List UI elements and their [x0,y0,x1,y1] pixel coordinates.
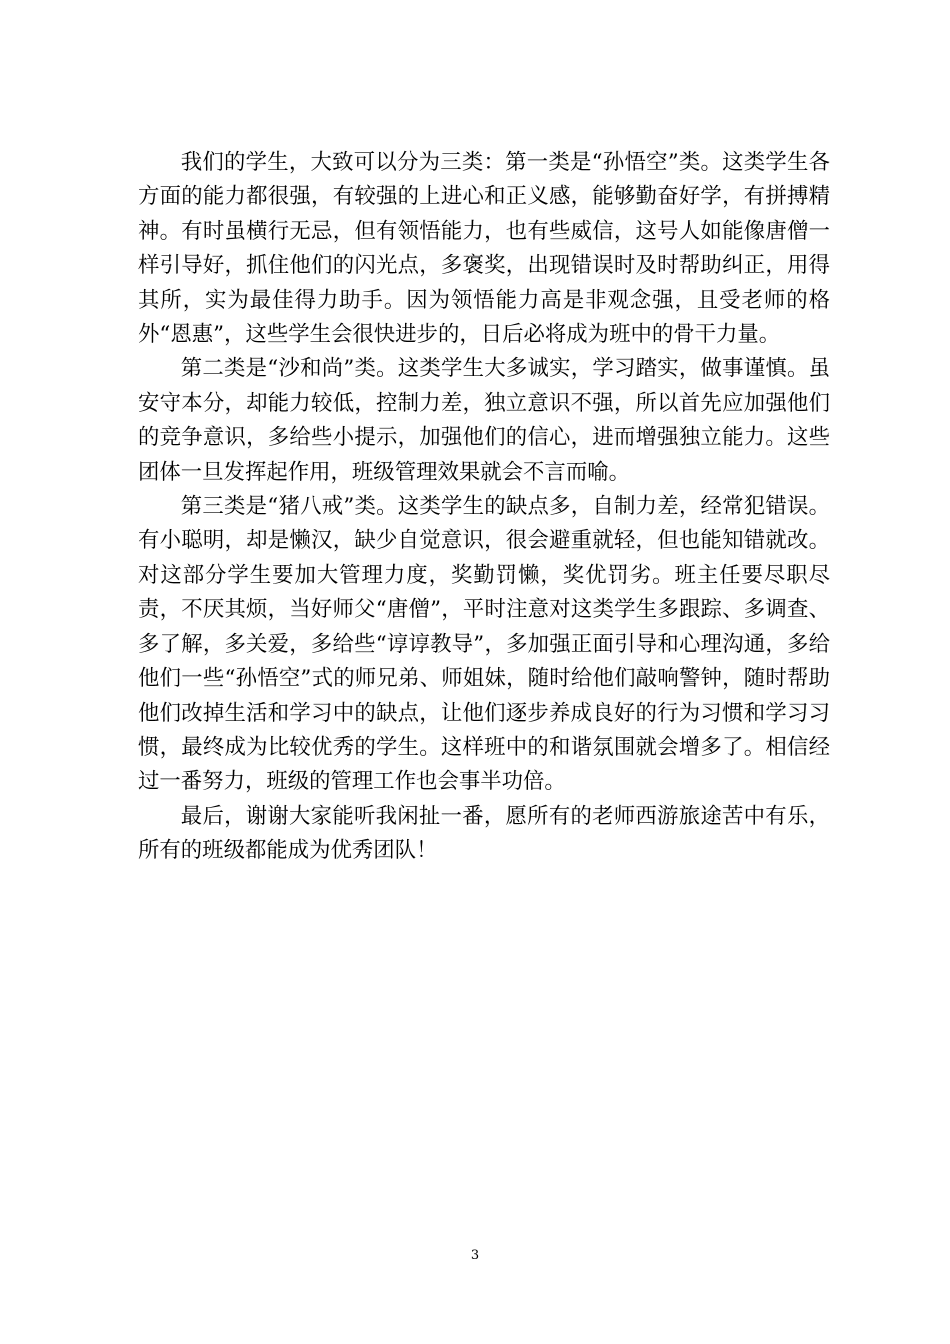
paragraph-closing: 最后，谢谢大家能听我闲扯一番，愿所有的老师西游旅途苦中有乐，所有的班级都能成为优秀团队！ [138,803,830,864]
document-body [138,146,830,869]
paragraph-sun-wukong-type: 我们的学生，大致可以分为三类：第一类是“孙悟空”类。这类学生各方面的能力都很强，有较强的上进心和正义感，能够勤奋好学，有拼搏精神。有时虽横行无忌，但有领悟能力，也有些威信，这号人如能像唐僧一样引导好，抓住他们的闪光点，多褒奖，出现错误时及时帮助纠正，用得其所，实为最佳得力助手。因为领悟能力高是非观念强，且受老师的格外“恩惠”，这些学生会很快进步的，日后必将成为班中的骨干力量。 [138,150,830,348]
paragraph-sha-heshang-type: 第二类是“沙和尚”类。这类学生大多诚实，学习踏实，做事谨慎。虽安守本分，却能力较低，控制力差，独立意识不强，所以首先应加强他们的竞争意识，多给些小提示，加强他们的信心，进而增强独立能力。这些团体一旦发挥起作用，班级管理效果就会不言而喻。 [138,356,830,485]
page-number: 3 [470,1248,480,1263]
paragraph-zhu-bajie-type: 第三类是“猪八戒”类。这类学生的缺点多，自制力差，经常犯错误。有小聪明，却是懒汉，缺少自觉意识，很会避重就轻，但也能知错就改。对这部分学生要加大管理力度，奖勤罚懒，奖优罚劣。班主任要尽职尽责，不厌其烦，当好师父“唐僧”，平时注意对这类学生多跟踪、多调查、多了解，多关爱，多给些“谆谆教导”，多加强正面引导和心理沟通，多给他们一些“孙悟空”式的师兄弟、师姐妹，随时给他们敲响警钟，随时帮助他们改掉生活和学习中的缺点，让他们逐步养成良好的行为习惯和学习习惯，最终成为比较优秀的学生。这样班中的和谐氛围就会增多了。相信经过一番努力，班级的管理工作也会事半功倍。 [138,494,830,795]
